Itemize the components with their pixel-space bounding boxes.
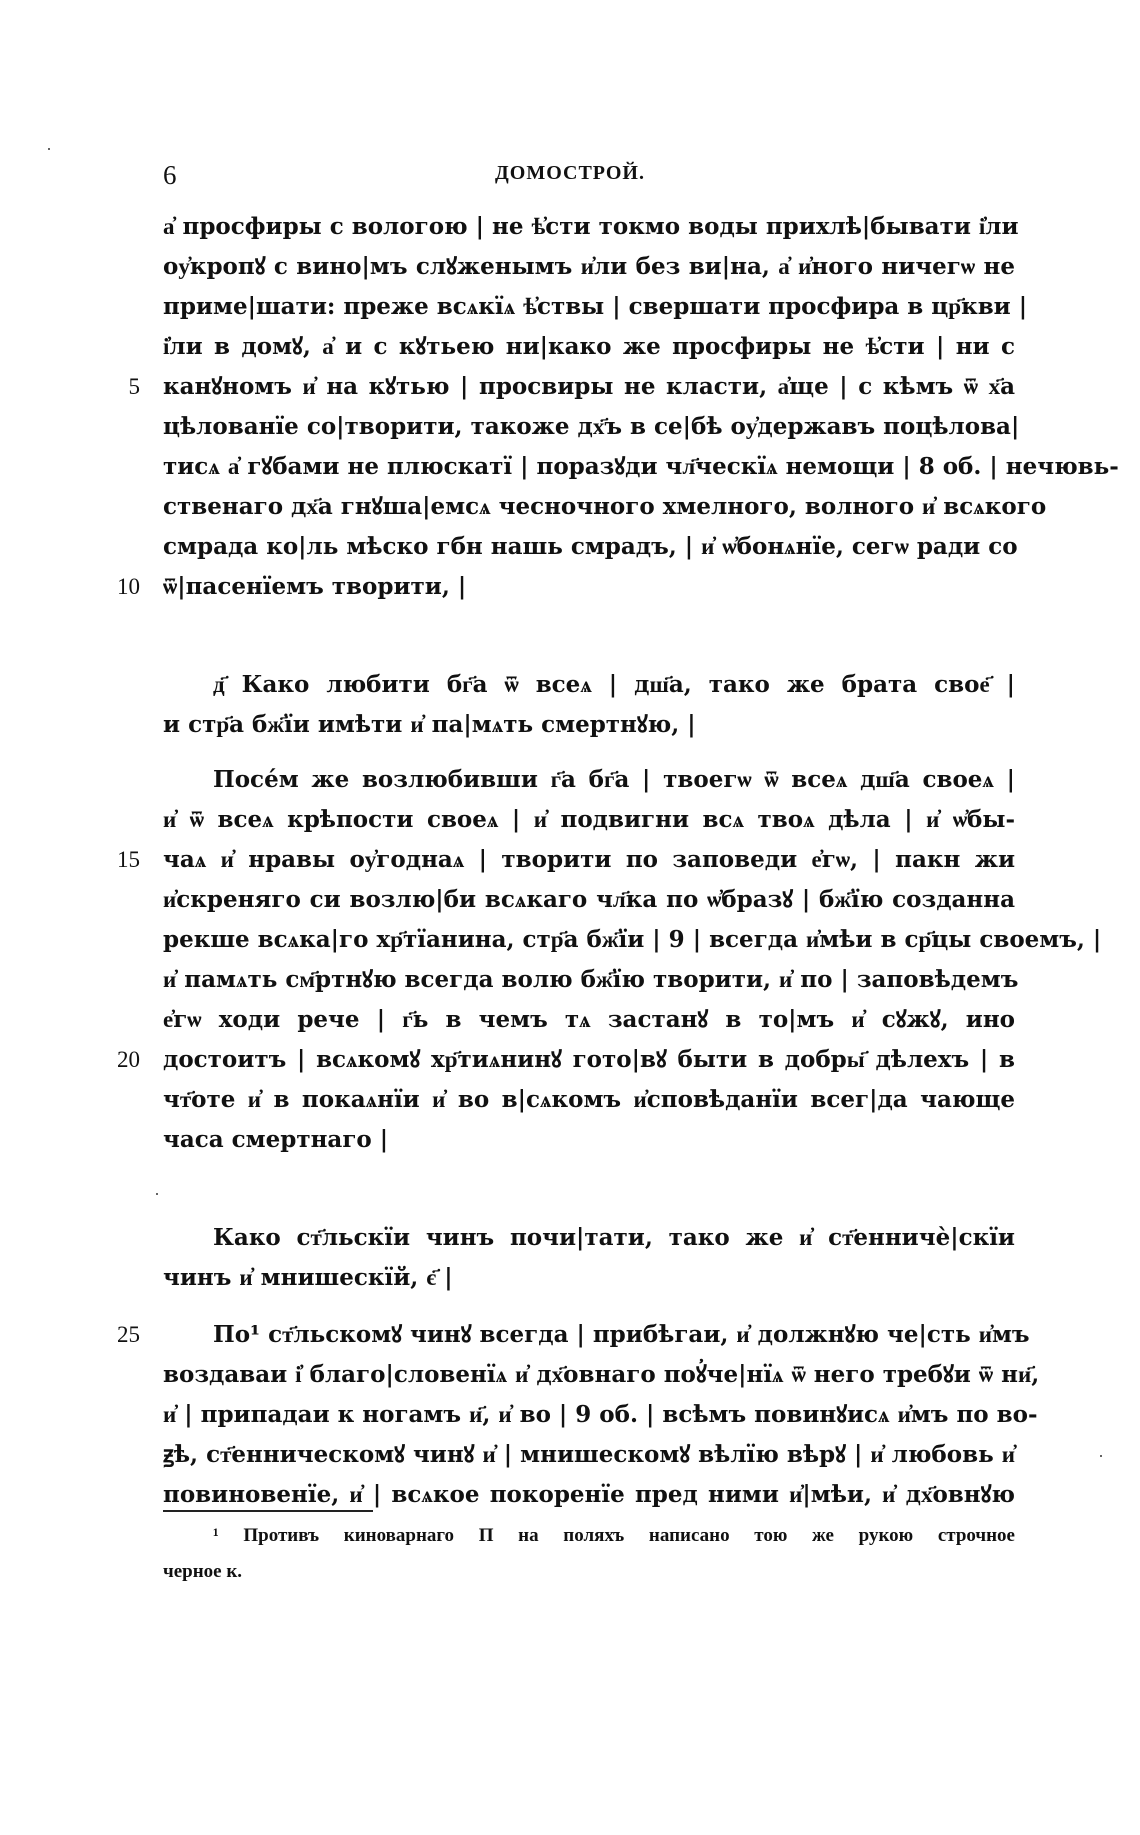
text-line: смрада ко|ль мѣско гбн нашь смрадъ, | и҆ ѡ҆бонѧнїе, сегѡ ради со [163, 533, 1018, 560]
line-number: 10 [117, 574, 140, 599]
text-line: рекше всѧка|го хр҃тїанина, стр҃а бж҃їи | 9 | всегда и҆мѣи в ср҃цы своемъ, | [163, 926, 1102, 953]
text-line: часа смертнаго | [163, 1126, 389, 1153]
line-number: 15 [117, 847, 140, 872]
text-line: цѣлованїе со|творити, такоже дх҃ъ в се|бѣ оу҆державъ поцѣлова| [163, 413, 1020, 440]
footnote-line: ¹ Противъ киноварнаго П на поляхъ написано тою же рукою строчное [213, 1525, 1015, 1546]
text-line: и҆скреняго си возлю|би всѧкаго чл҃ка по ѡ҆бразꙋ | бж҃їю созданна [163, 886, 1015, 913]
text-line: Посе́м же возлюбивши г҃а бг҃а | твоегѡ ѿ всеѧ дш҃а своеѧ | [213, 766, 1015, 793]
text-line: е҆гѡ ходи рече | г҃ь в чемъ тѧ застанꙋ в то|мъ и҆ сꙋжꙋ, ино [163, 1006, 1015, 1033]
text-line: и҆ памѧть см҃ртнꙋю всегда волю бж҃їю творити, и҆ по | заповѣдемъ [163, 966, 1019, 993]
text-line: тисѧ а҆ гꙋбами не плюскатї | поразꙋди чл҃ческїѧ немощи | 8 об. | нечювь- [163, 453, 1119, 480]
running-title: ДОМОСТРОЙ. [495, 162, 645, 184]
page-header [0, 160, 1140, 200]
text-line: ѿ|пасенїемъ творити, | [163, 573, 467, 600]
text-line: и҆ | припадаи к ногамъ и҃, и҆ во | 9 об. | всѣмъ повинꙋисѧ и҆мъ по во- [163, 1401, 1038, 1428]
text-line: достоитъ | всѧкомꙋ хр҃тиѧнинꙋ гото|вꙋ быти в добры҃ дѣлехъ | в [163, 1046, 1015, 1073]
heading-line: Како ст҃льскїи чинъ почи|тати, тако же и҆ ст҃енничѐ|скїи [213, 1224, 1015, 1251]
heading-line: чинъ и҆ мнишескїй, є҃ | [163, 1264, 453, 1291]
text-line: повиновенїе, и҆ | всѧкое покоренїе пред ними и҆|мѣи, и҆ дх҃овнꙋю [163, 1481, 1015, 1508]
text-line: а҆ просфиры с вологою | не ѣ҆сти токмо воды прихлѣ|бывати і҆ли [163, 213, 1019, 240]
text-line: чт҃оте и҆ в покаѧнїи и҆ во в|сѧкомъ и҆сповѣданїи всег|да чающе [163, 1086, 1015, 1113]
text-line: чаѧ и҆ нравы оу҆годнаѧ | творити по заповеди е҆гѡ, | пакн жи [163, 846, 1015, 873]
line-number: 20 [117, 1047, 140, 1072]
text-line: По¹ ст҃льскомꙋ чинꙋ всегда | прибѣгаи, и҆ должнꙋю че|сть и҆мъ [213, 1321, 1030, 1348]
text-line: і҆ли в домꙋ, а҆ и с кꙋтьею ни|како же просфиры не ѣ҆сти | ни с [163, 333, 1015, 360]
text-line: приме|шати: преже всѧкїѧ ѣ҆ствы | свершати просфира в цр҃кви | [163, 293, 1028, 320]
text-line: канꙋномъ и҆ на кꙋтью | просвиры не класти, а҆ще | с кѣмъ ѿ х҃а [163, 373, 1015, 400]
print-speck [48, 148, 50, 150]
text-line: оу҆кропꙋ с вино|мъ слꙋженымъ и҆ли без ви|на, а҆ и҆ного ничегѡ не [163, 253, 1015, 280]
text-line: и҆ ѿ всеѧ крѣпости своеѧ | и҆ подвигни всѧ твоѧ дѣла | и҆ ѡ҆бы- [163, 806, 1015, 833]
print-speck [1100, 1455, 1102, 1457]
line-number: 25 [117, 1322, 140, 1347]
text-line: воздаваи і҆ благо|словенїѧ и҆ дх҃овнаго поꙋ҆че|нїѧ ѿ него требꙋи ѿ ни҃, [163, 1361, 1040, 1388]
print-speck [156, 1193, 158, 1195]
text-line: ственаго дх҃а гнꙋша|емсѧ чесночного хмелного, волного и҆ всѧкого [163, 493, 1047, 520]
page-number: 6 [163, 160, 177, 190]
text-line: ꙃѣ, ст҃енническомꙋ чинꙋ и҆ | мнишескомꙋ вѣлїю вѣрꙋ | и҆ любовь и҆ [163, 1441, 1015, 1468]
footnote-line: черное к. [163, 1561, 243, 1582]
line-number: 5 [128, 374, 140, 399]
heading-line: д҃ Како любити бг҃а ѿ всеѧ | дш҃а, тако же брата свое҃ | [213, 671, 1015, 698]
heading-line: и стр҃а бж҃їи имѣти и҆ па|мѧть смертнꙋю, | [163, 711, 696, 738]
footnote-rule [163, 1510, 373, 1512]
